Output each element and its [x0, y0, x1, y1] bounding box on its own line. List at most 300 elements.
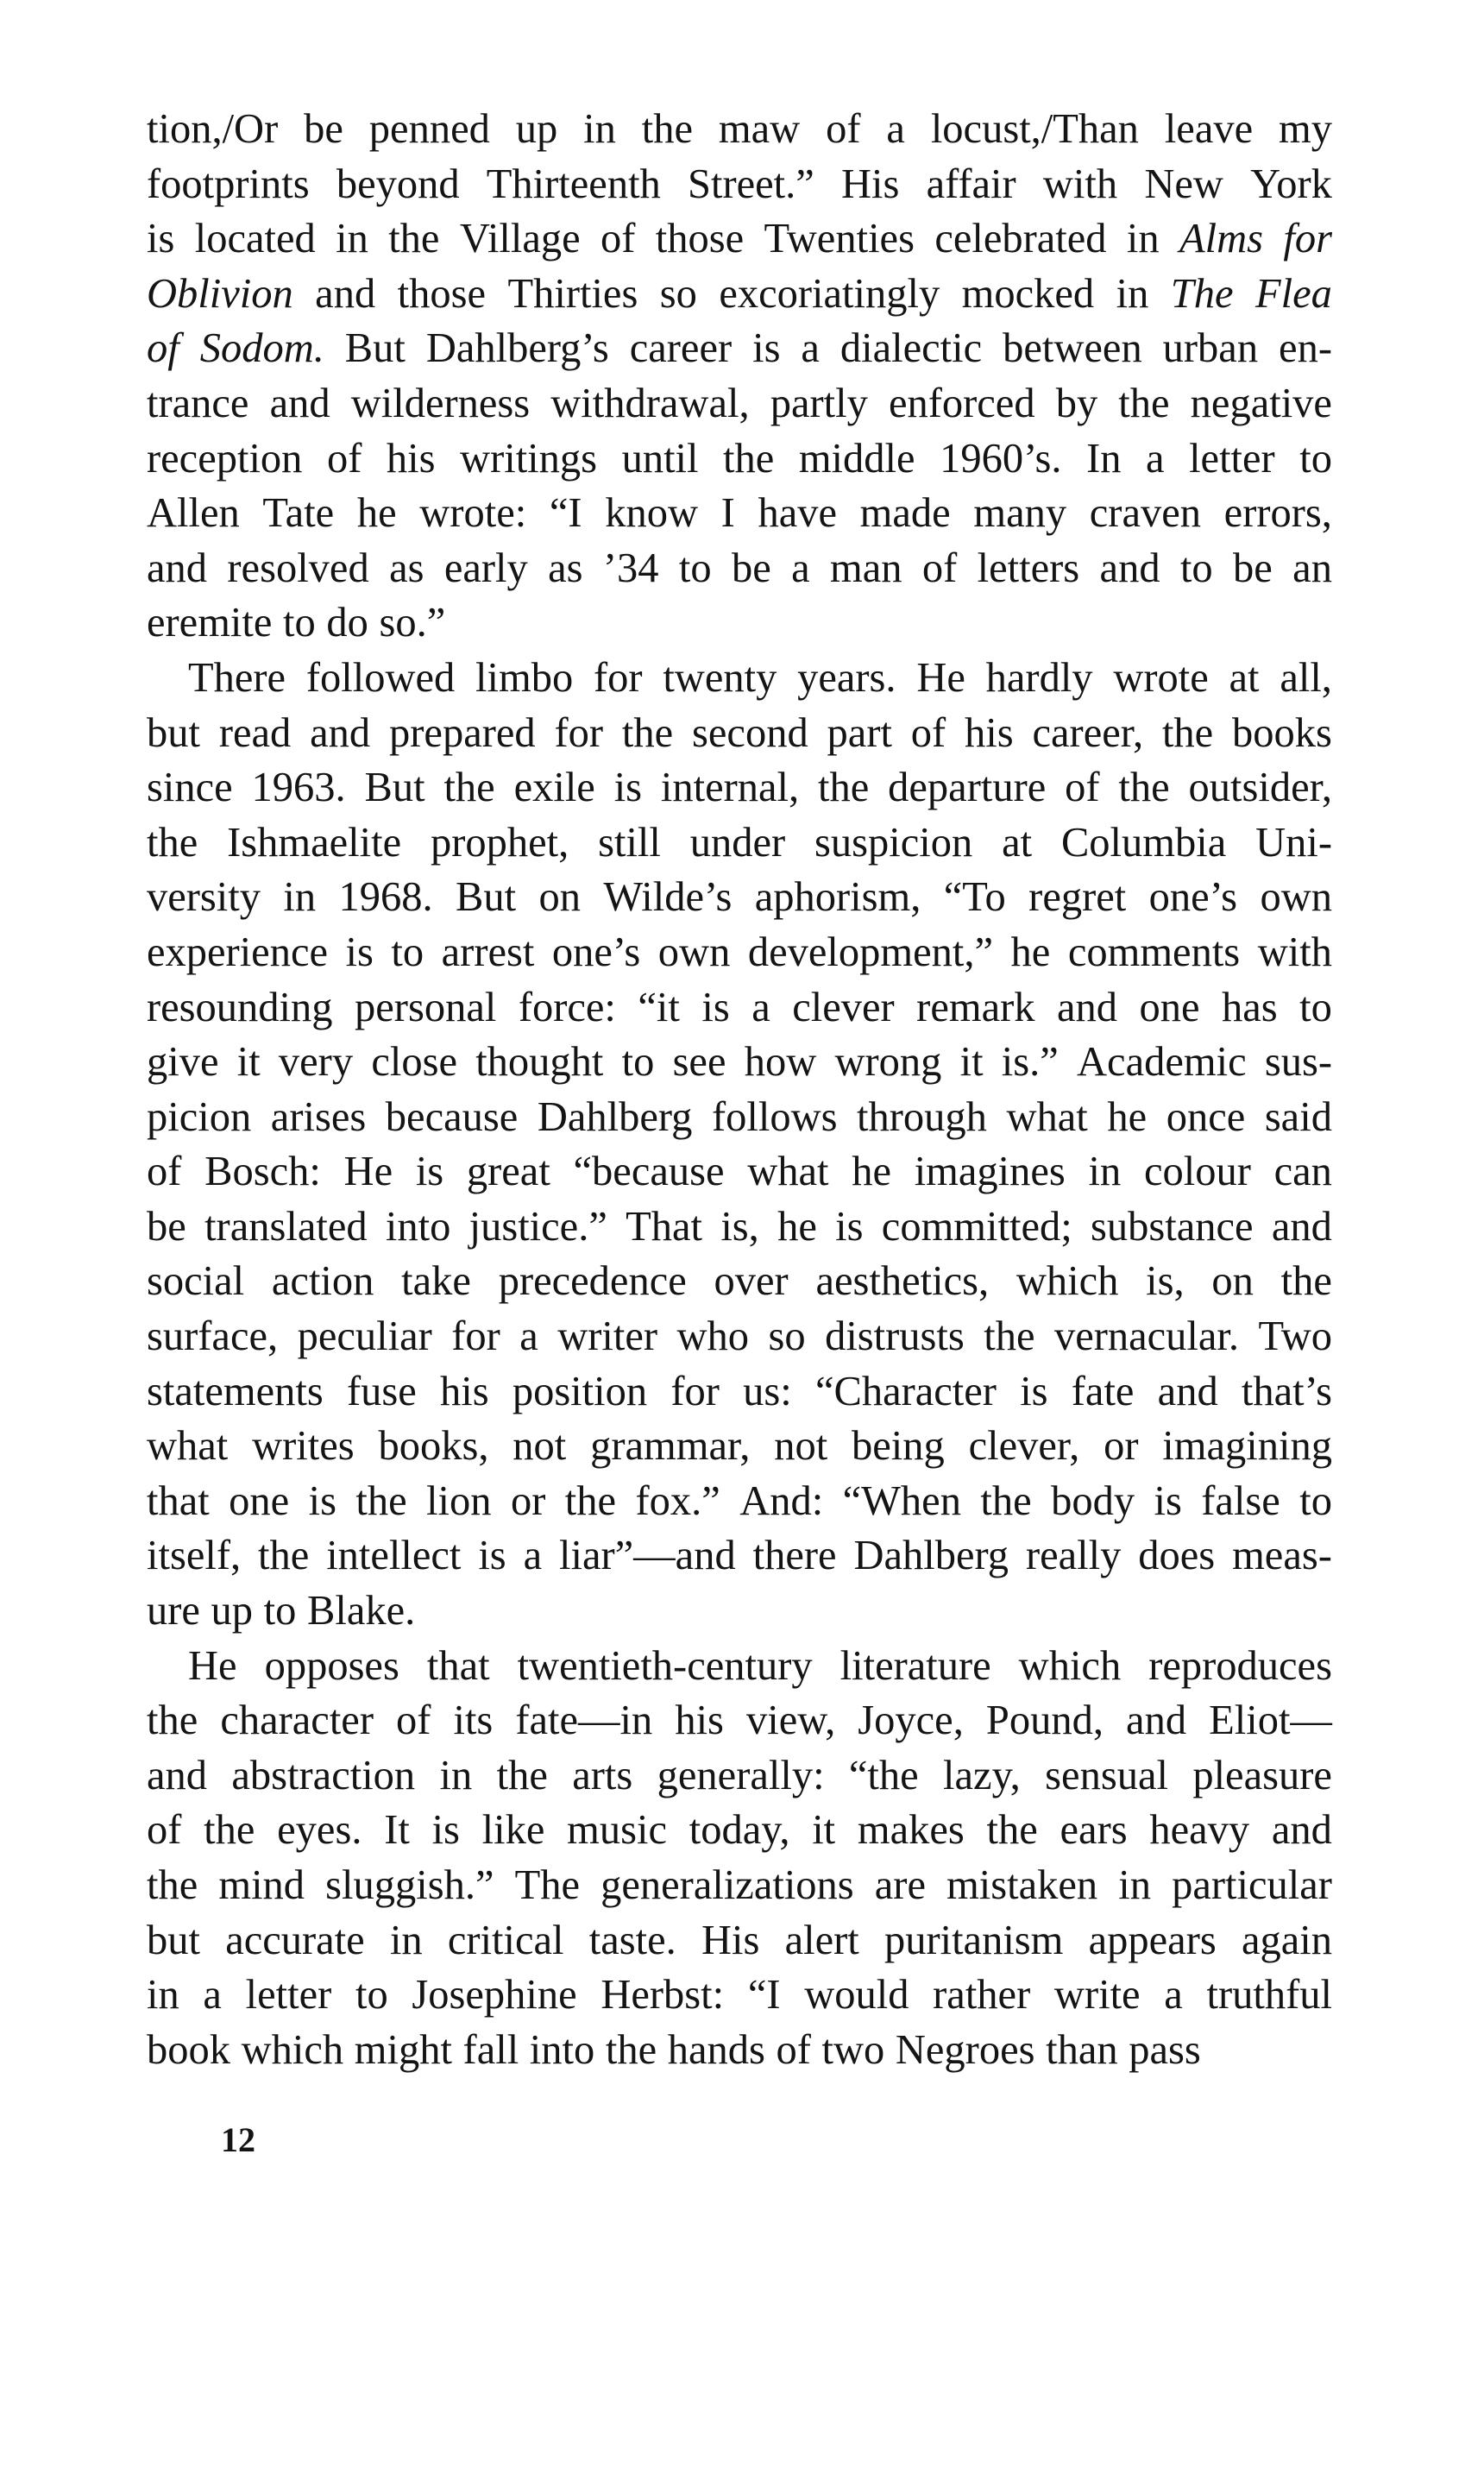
- word: he: [1010, 929, 1051, 975]
- word: and: [1271, 1203, 1332, 1250]
- word: 1960’s.: [940, 435, 1062, 482]
- word: own: [1260, 874, 1332, 921]
- page-number: 12: [221, 2120, 255, 2159]
- word: see: [672, 1039, 726, 1086]
- word: wilderness: [350, 380, 531, 426]
- word: the: [496, 1752, 548, 1798]
- word: reproduces: [1148, 1642, 1332, 1689]
- word: ’34: [602, 545, 659, 591]
- word: all,: [1280, 654, 1332, 701]
- word: he: [1107, 1093, 1148, 1140]
- word: “it: [638, 984, 680, 1030]
- text-line: [147, 157, 1332, 212]
- word: which: [241, 2026, 344, 2073]
- word: the: [818, 765, 870, 811]
- text-line: [147, 541, 1332, 596]
- word: mocked: [961, 270, 1095, 317]
- word: his: [965, 709, 1014, 756]
- word: of: [147, 1807, 182, 1854]
- word: read: [218, 709, 292, 756]
- word: itself,: [147, 1533, 242, 1579]
- word: in: [389, 1917, 423, 1963]
- word: the: [1118, 765, 1170, 811]
- word: follows: [711, 1093, 838, 1140]
- word: his: [675, 1697, 724, 1744]
- word: clever: [792, 984, 895, 1030]
- text-line: [147, 1968, 1332, 2023]
- word: sluggish.”: [325, 1862, 494, 1908]
- word: is: [431, 1807, 460, 1854]
- word: appears: [1088, 1917, 1217, 1963]
- word: social: [147, 1258, 245, 1305]
- word: Alms: [1179, 216, 1263, 262]
- word: puritanism: [883, 1917, 1064, 1963]
- word: book: [147, 2026, 230, 2073]
- word: is: [701, 984, 730, 1030]
- text-line: [147, 1803, 1332, 1858]
- word: to: [283, 600, 316, 646]
- word: is: [835, 1203, 864, 1250]
- word: fox.”: [635, 1477, 720, 1524]
- word: years.: [797, 654, 896, 701]
- word: committed;: [881, 1203, 1072, 1250]
- word: mistaken: [946, 1862, 1098, 1908]
- word: aesthetics,: [815, 1258, 990, 1305]
- text-line: [147, 1528, 1332, 1584]
- word: the: [723, 435, 775, 482]
- word: the: [388, 216, 440, 262]
- word: truthful: [1206, 1972, 1332, 2019]
- word: “Character: [814, 1368, 997, 1414]
- word: remark: [916, 984, 1035, 1030]
- word: prepared: [389, 709, 536, 756]
- word: is: [308, 1477, 336, 1524]
- word: to: [621, 1039, 655, 1086]
- word: character: [220, 1697, 374, 1744]
- word: But: [456, 874, 517, 921]
- word: reception: [147, 435, 303, 482]
- word: a: [1164, 1972, 1183, 2019]
- word: as: [389, 545, 424, 591]
- word: eyes.: [277, 1807, 362, 1854]
- text-line: [147, 1309, 1332, 1364]
- word: are: [874, 1862, 926, 1908]
- word: under: [689, 819, 786, 866]
- word: maw: [718, 106, 801, 152]
- word: what: [1006, 1093, 1088, 1140]
- word: be: [147, 1203, 186, 1250]
- word: it: [812, 1807, 836, 1854]
- word: than: [1046, 2026, 1118, 2073]
- word: imagining: [1162, 1423, 1332, 1470]
- word: Dahlberg: [853, 1533, 1009, 1579]
- word: in: [439, 1752, 473, 1798]
- word: early: [443, 545, 528, 591]
- word: give: [147, 1039, 219, 1086]
- word: thought: [475, 1039, 604, 1086]
- word: there: [752, 1533, 837, 1579]
- word: Joyce,: [858, 1697, 964, 1744]
- word: outsider,: [1188, 765, 1332, 811]
- word: know: [605, 490, 698, 537]
- word: and: [310, 709, 371, 756]
- word: writer: [557, 1313, 658, 1360]
- word: again: [1241, 1917, 1332, 1963]
- word: a: [519, 1313, 538, 1360]
- text-line: [147, 321, 1332, 376]
- word: Wilde’s: [603, 874, 733, 921]
- word: because: [385, 1093, 519, 1140]
- word: craven: [1089, 490, 1202, 537]
- text-line: [147, 1913, 1332, 1968]
- word: the: [641, 106, 694, 152]
- word: and: [1099, 545, 1160, 591]
- word: that’s: [1241, 1368, 1332, 1414]
- word: the: [355, 1477, 407, 1524]
- word: once: [1166, 1093, 1246, 1140]
- text-line: [147, 102, 1332, 157]
- text-line: [147, 870, 1332, 925]
- text-line: [147, 1748, 1332, 1804]
- word: between: [1003, 325, 1142, 372]
- word: action: [271, 1258, 374, 1305]
- word: versity: [147, 874, 261, 921]
- word: leave: [1164, 106, 1254, 152]
- word: Two: [1258, 1313, 1332, 1360]
- word: its: [453, 1697, 494, 1744]
- word: and: [269, 380, 330, 426]
- text-line: [147, 211, 1332, 267]
- word: lion: [426, 1477, 492, 1524]
- word: how: [744, 1039, 817, 1086]
- word: New: [1144, 161, 1223, 207]
- word: The: [514, 1862, 581, 1908]
- word: of: [826, 106, 861, 152]
- word: not: [774, 1423, 828, 1470]
- word: a: [886, 106, 905, 152]
- word: wrote: [1113, 654, 1209, 701]
- word: writings: [460, 435, 598, 482]
- word: false: [1201, 1477, 1280, 1524]
- word: Columbia: [1060, 819, 1227, 866]
- word: 1968.: [338, 874, 433, 921]
- word: comments: [1067, 929, 1241, 975]
- word: a: [791, 545, 810, 591]
- word: in: [583, 106, 616, 152]
- word: into: [385, 1203, 451, 1250]
- word: Pound,: [985, 1697, 1104, 1744]
- paragraph-3: [147, 1639, 1332, 2078]
- word: the: [986, 1807, 1038, 1854]
- word: dialectic: [839, 325, 983, 372]
- word: hardly: [985, 654, 1093, 701]
- word: literature: [839, 1642, 991, 1689]
- word: affair: [926, 161, 1016, 207]
- text-line: [147, 595, 1332, 651]
- word: makes: [857, 1807, 965, 1854]
- word: those: [655, 216, 745, 262]
- word: celebrated: [934, 216, 1107, 262]
- word: to: [1299, 984, 1332, 1030]
- word: picion: [147, 1093, 252, 1140]
- word: and: [1157, 1368, 1218, 1414]
- book-page-text: [147, 102, 1332, 2077]
- word: to: [1299, 435, 1332, 482]
- word: not: [512, 1423, 567, 1470]
- word: for: [593, 654, 643, 701]
- word: footprints: [147, 161, 310, 207]
- word: surface,: [147, 1313, 279, 1360]
- word: sus-: [1264, 1039, 1332, 1086]
- paragraph-2: [147, 651, 1332, 1639]
- word: twentieth-century: [517, 1642, 813, 1689]
- word: as: [548, 545, 583, 591]
- word: Sodom.: [199, 325, 324, 372]
- word: Twenties: [764, 216, 915, 262]
- word: enforced: [888, 380, 1035, 426]
- word: He: [188, 1642, 237, 1689]
- word: with: [1257, 929, 1332, 975]
- word: meas-: [1232, 1533, 1332, 1579]
- word: Thirteenth: [486, 161, 661, 207]
- word: eremite: [147, 600, 273, 646]
- word: can: [1273, 1149, 1332, 1195]
- word: great: [466, 1149, 550, 1195]
- word: taste.: [588, 1917, 676, 1963]
- word: a: [203, 1972, 222, 2019]
- word: mind: [218, 1862, 305, 1908]
- word: of: [1065, 765, 1100, 811]
- word: His: [841, 161, 900, 207]
- word: body: [1051, 1477, 1135, 1524]
- word: write: [1053, 1972, 1141, 2019]
- word: but: [147, 709, 200, 756]
- word: be: [1233, 545, 1273, 591]
- word: letters: [977, 545, 1080, 591]
- word: by: [1055, 380, 1098, 426]
- word: Tate: [262, 490, 335, 537]
- word: “To: [943, 874, 1006, 921]
- word: force:: [518, 984, 616, 1030]
- word: a: [751, 984, 770, 1030]
- word: and: [1271, 1807, 1332, 1854]
- word: withdrawal,: [550, 380, 750, 426]
- word: music: [567, 1807, 667, 1854]
- word: the: [443, 765, 495, 811]
- word: of: [396, 1697, 431, 1744]
- word: on: [538, 874, 582, 921]
- word: regret: [1028, 874, 1127, 921]
- word: who: [676, 1313, 750, 1360]
- word: “the: [848, 1752, 919, 1798]
- word: Herbst:: [601, 1972, 725, 2019]
- word: would: [804, 1972, 909, 2019]
- word: particular: [1172, 1862, 1332, 1908]
- word: the: [147, 1862, 198, 1908]
- word: followed: [305, 654, 456, 701]
- word: for: [1283, 216, 1332, 262]
- word: Allen: [147, 490, 240, 537]
- word: part: [827, 709, 892, 756]
- word: has: [1222, 984, 1278, 1030]
- word: into: [529, 2026, 595, 2073]
- word: is: [415, 1149, 444, 1195]
- word: heavy: [1149, 1807, 1250, 1854]
- word: grammar,: [590, 1423, 751, 1470]
- word: arrest: [441, 929, 535, 975]
- word: But: [364, 765, 425, 811]
- text-line: [147, 1584, 1332, 1639]
- word: abstraction: [231, 1752, 416, 1798]
- word: what: [747, 1149, 829, 1195]
- text-line: [147, 980, 1332, 1036]
- word: have: [758, 490, 838, 537]
- word: intellect: [326, 1533, 462, 1579]
- word: that: [147, 1477, 210, 1524]
- word: Oblivion: [147, 270, 293, 317]
- word: to: [678, 545, 712, 591]
- word: up: [515, 106, 558, 152]
- word: since: [147, 765, 233, 811]
- word: many: [973, 490, 1067, 537]
- word: does: [1138, 1533, 1216, 1579]
- word: which: [1018, 1642, 1122, 1689]
- word: of: [326, 435, 362, 482]
- word: us:: [743, 1368, 792, 1414]
- word: to: [391, 929, 424, 975]
- paragraph-1: [147, 102, 1332, 651]
- word: lazy,: [943, 1752, 1021, 1798]
- word: opposes: [264, 1642, 399, 1689]
- word: own: [657, 929, 731, 975]
- word: limbo: [475, 654, 574, 701]
- word: or: [1104, 1423, 1139, 1470]
- word: and: [1126, 1697, 1187, 1744]
- word: excoriatingly: [719, 270, 940, 317]
- word: second: [692, 709, 808, 756]
- word: might: [354, 2026, 452, 2073]
- word: in: [1118, 1862, 1152, 1908]
- word: partly: [770, 380, 868, 426]
- word: accurate: [225, 1917, 365, 1963]
- word: to: [355, 1972, 388, 2019]
- word: Flea: [1254, 270, 1332, 317]
- word: ure: [147, 1588, 200, 1634]
- word: negative: [1190, 380, 1332, 426]
- text-line: [147, 651, 1332, 706]
- word: wrote:: [419, 490, 527, 537]
- word: pleasure: [1192, 1752, 1332, 1798]
- word: of: [601, 216, 636, 262]
- word: That: [626, 1203, 703, 1250]
- word: middle: [798, 435, 915, 482]
- word: resounding: [147, 984, 333, 1030]
- word: is: [345, 929, 374, 975]
- word: he: [777, 1203, 817, 1250]
- word: those: [397, 270, 487, 317]
- word: and: [315, 270, 376, 317]
- word: personal: [355, 984, 497, 1030]
- word: view,: [745, 1697, 836, 1744]
- word: to: [1299, 1477, 1332, 1524]
- word: for: [670, 1368, 720, 1414]
- word: or: [510, 1477, 546, 1524]
- word: on: [1211, 1258, 1254, 1305]
- word: to: [263, 1588, 297, 1634]
- word: the: [984, 1313, 1035, 1360]
- word: in: [283, 874, 317, 921]
- word: liar”—and: [559, 1533, 736, 1579]
- word: today,: [689, 1807, 790, 1854]
- text-line: [147, 706, 1332, 761]
- word: in: [1088, 1149, 1122, 1195]
- word: alert: [784, 1917, 859, 1963]
- word: arises: [270, 1093, 367, 1140]
- word: what: [147, 1423, 229, 1470]
- word: and: [147, 545, 208, 591]
- word: internal,: [660, 765, 800, 811]
- word: really: [1025, 1533, 1122, 1579]
- word: pass: [1129, 2026, 1201, 2073]
- word: fate: [1071, 1368, 1135, 1414]
- word: And:: [739, 1477, 824, 1524]
- word: “I: [549, 490, 582, 537]
- word: is.”: [1001, 1039, 1059, 1086]
- word: penned: [368, 106, 490, 152]
- text-line: [147, 2023, 1332, 2078]
- word: peculiar: [297, 1313, 432, 1360]
- word: writes: [252, 1423, 355, 1470]
- text-line: [147, 267, 1332, 322]
- word: clever,: [968, 1423, 1080, 1470]
- word: for: [451, 1313, 500, 1360]
- text-line: [147, 431, 1332, 487]
- word: a: [523, 1533, 543, 1579]
- word: very: [278, 1039, 354, 1086]
- word: There: [188, 654, 286, 701]
- word: he: [356, 490, 397, 537]
- word: Street.”: [688, 161, 814, 207]
- text-line: [147, 1693, 1332, 1748]
- word: through: [857, 1093, 987, 1140]
- text-line: [147, 1858, 1332, 1913]
- word: development,”: [747, 929, 993, 975]
- text-line: [147, 1364, 1332, 1420]
- text-line: [147, 760, 1332, 816]
- word: in: [1116, 270, 1149, 317]
- word: is,: [1146, 1258, 1185, 1305]
- text-line: [147, 816, 1332, 871]
- word: is: [478, 1533, 506, 1579]
- word: close: [371, 1039, 457, 1086]
- word: over: [714, 1258, 789, 1305]
- word: hands: [667, 2026, 765, 2073]
- text-line: [147, 1035, 1332, 1090]
- word: His: [701, 1917, 760, 1963]
- word: Dahlberg’s: [425, 325, 609, 372]
- word: arts: [572, 1752, 633, 1798]
- text-line: [147, 925, 1332, 980]
- word: generalizations: [601, 1862, 854, 1908]
- word: the: [980, 1477, 1032, 1524]
- word: Bosch:: [204, 1149, 321, 1195]
- word: like: [481, 1807, 545, 1854]
- word: is: [1154, 1477, 1182, 1524]
- word: do: [326, 600, 368, 646]
- word: departure: [888, 765, 1047, 811]
- word: until: [621, 435, 699, 482]
- word: career: [629, 325, 733, 372]
